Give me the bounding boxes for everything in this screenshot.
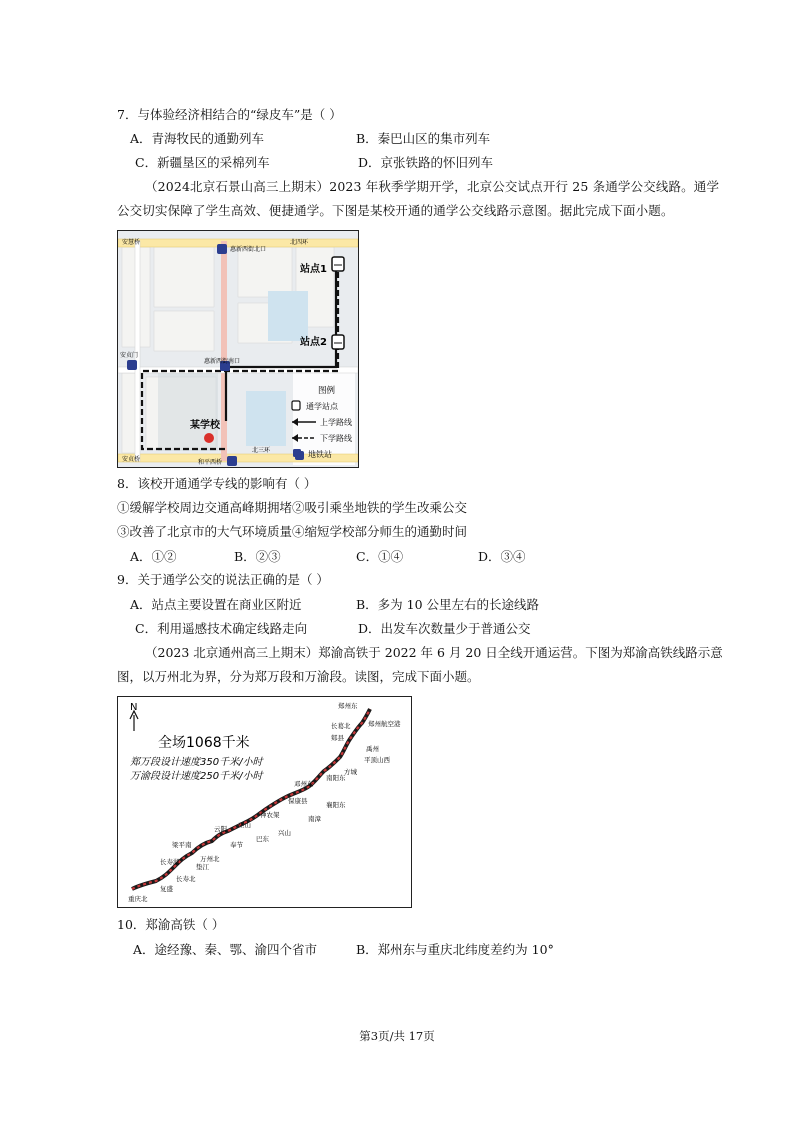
station-label: 梁平南	[172, 841, 192, 849]
q9-option-d: D．出发车次数量少于普通公交	[358, 621, 531, 636]
station-label: 南阳东	[326, 774, 346, 782]
passage1-line1: （2024北京石景山高三上期末）2023 年秋季学期开学，北京公交试点开行 25 条通学公交线路。通学	[145, 179, 720, 194]
q8-statement-1: ①缓解学校周边交通高峰期拥堵②吸引乘坐地铁的学生改乘公交	[117, 500, 468, 515]
road-label: 北三环	[252, 447, 271, 454]
station-label: 保康县	[288, 797, 308, 805]
q10-stem: 10．郑渝高铁（ ）	[117, 917, 225, 932]
school-label: 某学校	[190, 420, 220, 431]
zhengyu-rail-map	[117, 696, 412, 908]
school-bus-route-map-svg	[118, 231, 358, 467]
station-label: 巴东	[256, 835, 269, 843]
passage2-line1: （2023 北京通州高三上期末）郑渝高铁于 2022 年 6 月 20 日全线开通运营。下图为郑渝高铁线路示意	[145, 645, 723, 660]
station-label: 襄阳东	[326, 801, 346, 809]
legend-item: 通学站点	[306, 402, 338, 411]
road-label: 惠新西街北口	[230, 246, 267, 253]
q8-option-d: D．③④	[478, 549, 526, 564]
q8-option-b: B．②③	[234, 549, 281, 564]
station-label: 郏县	[331, 734, 344, 742]
speed-label-1: 郑万段设计速度350千米/小时	[130, 757, 263, 768]
legend-metro-icon	[293, 449, 301, 457]
q10-option-b: B．郑州东与重庆北纬度差约为 10°	[356, 942, 554, 957]
station-label: 奉节	[230, 841, 243, 849]
road-label: 惠新西街南口	[204, 358, 241, 365]
q9-option-b: B．多为 10 公里左右的长途线路	[356, 597, 540, 612]
passage1-line2: 公交切实保障了学生高效、便捷通学。下图是某校开通的通学公交线路示意图。据此完成下面小题。	[117, 203, 674, 218]
school-marker-icon	[204, 433, 214, 443]
station-label: 神农架	[260, 811, 280, 819]
legend-title: 图例	[318, 386, 336, 396]
legend-item: 上学路线	[320, 418, 352, 427]
road-label: 安贞门	[120, 352, 139, 359]
q7-option-c: C．新疆垦区的采棉列车	[135, 155, 270, 170]
station-label: 长寿湖	[160, 858, 180, 866]
legend-item: 下学路线	[320, 434, 352, 443]
station-label: 郑州东	[338, 702, 358, 710]
total-length-label: 全场1068千米	[158, 735, 250, 751]
q8-option-a: A．①②	[130, 549, 177, 564]
q7-option-b: B．秦巴山区的集市列车	[356, 131, 491, 146]
speed-label-2: 万渝段设计速度250千米/小时	[130, 771, 263, 782]
q7-option-d: D．京张铁路的怀旧列车	[358, 155, 494, 170]
north-label: N	[130, 702, 138, 713]
q10-option-a: A．途经豫、秦、鄂、渝四个省市	[133, 942, 318, 957]
road-label: 安慧桥	[122, 239, 141, 246]
station-label: 邓州东	[294, 780, 314, 788]
station-label: 重庆北	[128, 895, 148, 903]
stop-1-label: 站点1	[300, 264, 327, 275]
zhengyu-rail-map-svg	[118, 697, 411, 907]
station-label: 万州北	[200, 855, 220, 863]
station-label: 方城	[344, 768, 357, 776]
legend-item: 地铁站	[308, 450, 332, 459]
q9-option-c: C．利用遥感技术确定线路走向	[135, 621, 308, 636]
bus-stop-2-icon	[332, 335, 344, 349]
legend-bus-stop-icon	[292, 401, 300, 410]
station-label: 南漳	[308, 815, 321, 823]
road-label: 和平西桥	[198, 459, 223, 466]
station-label: 兴山	[278, 829, 291, 837]
station-label: 禹州	[366, 745, 379, 753]
q8-stem: 8．该校开通通学专线的影响有（ ）	[117, 476, 317, 491]
page-footer: 第3页/共 17页	[359, 1029, 435, 1043]
q9-option-a: A．站点主要设置在商业区附近	[130, 597, 302, 612]
q8-statement-2: ③改善了北京市的大气环境质量④缩短学校部分师生的通勤时间	[117, 524, 468, 539]
station-label: 巫山	[238, 821, 251, 829]
q9-stem: 9．关于通学公交的说法正确的是（ ）	[117, 572, 329, 587]
bus-stop-1-icon	[332, 257, 344, 271]
q7-stem: 7．与体验经济相结合的“绿皮车”是（ ）	[117, 107, 342, 122]
station-label: 云阳	[214, 825, 227, 833]
station-label: 垫江	[196, 863, 209, 871]
station-label: 郑州航空港	[368, 720, 401, 728]
station-label: 平顶山西	[364, 756, 390, 764]
q7-option-a: A．青海牧民的通勤列车	[130, 131, 265, 146]
passage2-line2: 图，以万州北为界，分为郑万段和万渝段。读图，完成下面小题。	[117, 669, 480, 684]
school-bus-route-map	[117, 230, 359, 468]
road-label: 安贞桥	[122, 456, 141, 463]
q8-option-c: C．①④	[356, 549, 404, 564]
road-label: 北四环	[290, 239, 309, 246]
station-label: 长寿北	[176, 875, 196, 883]
station-label: 复盛	[160, 885, 173, 893]
stop-2-label: 站点2	[300, 337, 327, 348]
station-label: 长葛北	[331, 722, 351, 730]
